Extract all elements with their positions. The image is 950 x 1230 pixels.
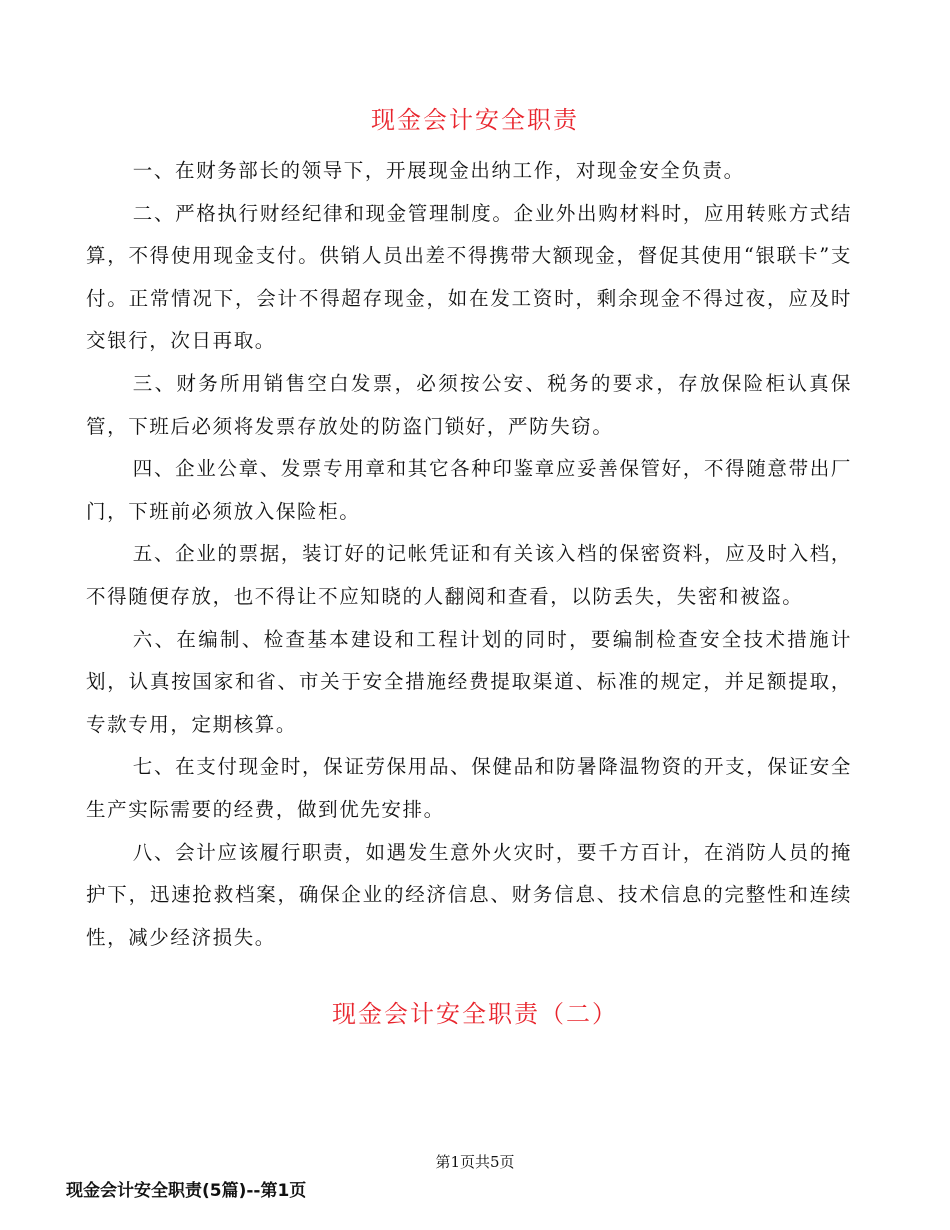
paragraph-6: 六、在编制、检查基本建设和工程计划的同时，要编制检查安全技术措施计划，认真按国家和省、市关于安全措施经费提取渠道、标准的规定，并足额提取，专款专用，定期核算。 (86, 627, 852, 736)
paragraph-2: 二、严格执行财经纪律和现金管理制度。企业外出购材料时，应用转账方式结算，不得使用现金支付。供销人员出差不得携带大额现金，督促其使用“银联卡”支付。正常情况下，会计不得超存现金，如在发工资时，剩余现金不得过夜，应及时交银行，次日再取。 (86, 201, 852, 353)
paragraph-1: 一、在财务部长的领导下，开展现金出纳工作，对现金安全负责。 (132, 159, 745, 182)
section-subtitle: 现金会计安全职责（二） (332, 1000, 618, 1028)
page-number: 第1页共5页 (435, 1153, 515, 1171)
paragraph-8: 八、会计应该履行职责，如遇发生意外火灾时，要千方百计，在消防人员的掩护下，迅速抢救档案，确保企业的经济信息、财务信息、技术信息的完整性和连续性，减少经济损失。 (86, 840, 852, 949)
paragraph-5: 五、企业的票据，装订好的记帐凭证和有关该入档的保密资料，应及时入档，不得随便存放，也不得让不应知晓的人翻阅和查看，以防丢失，失密和被盗。 (86, 542, 852, 608)
paragraph-3: 三、财务所用销售空白发票，必须按公安、税务的要求，存放保险柜认真保管，下班后必须将发票存放处的防盗门锁好，严防失窃。 (86, 371, 852, 438)
document-body (86, 150, 852, 959)
document-title: 现金会计安全职责 (371, 106, 579, 134)
paragraph-4: 四、企业公章、发票专用章和其它各种印鉴章应妥善保管好，不得随意带出厂门，下班前必须放入保险柜。 (86, 457, 852, 523)
paragraph-7: 七、在支付现金时，保证劳保用品、保健品和防暑降温物资的开支，保证安全生产实际需要的经费，做到优先安排。 (86, 755, 852, 821)
document-footer: 现金会计安全职责(5篇)--第1页 (66, 1181, 307, 1201)
